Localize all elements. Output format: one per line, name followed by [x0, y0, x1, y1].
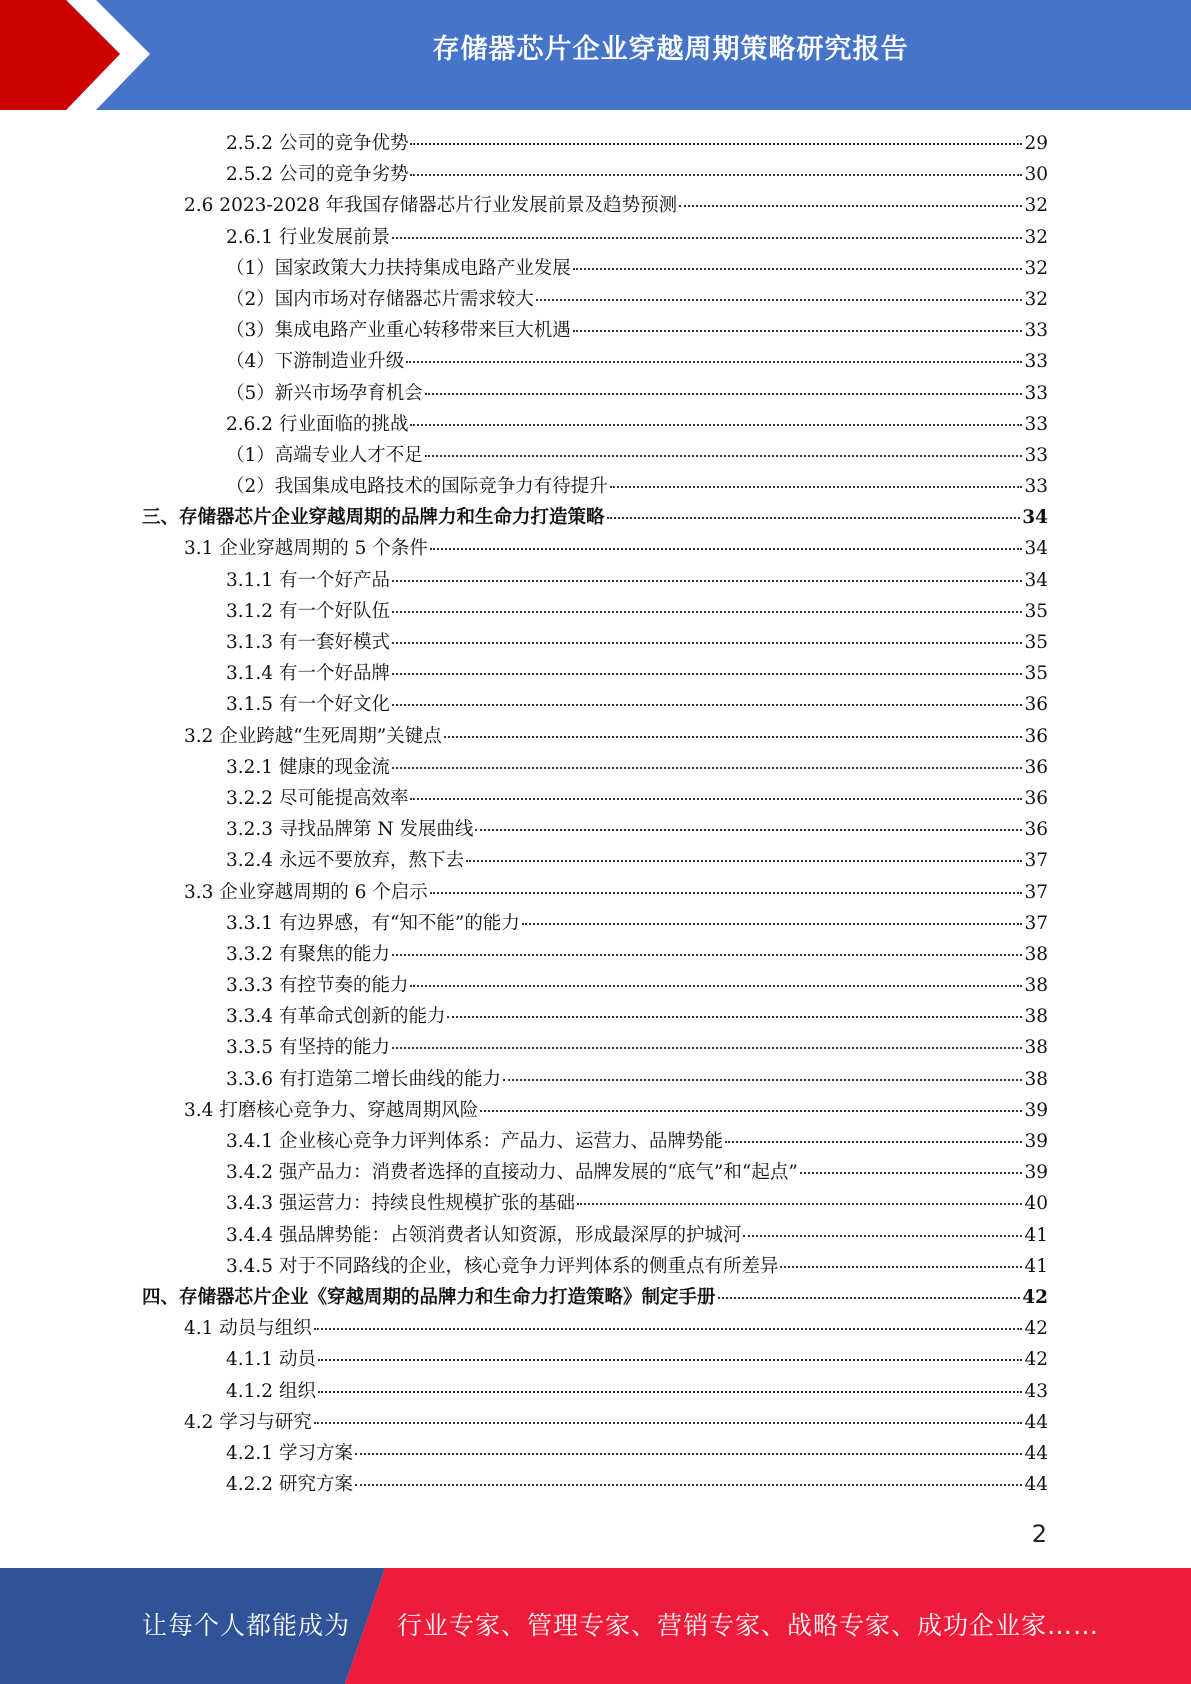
toc-entry-page: 37: [1024, 881, 1048, 903]
page-footer: [0, 1568, 1191, 1684]
toc-entry-page: 41: [1024, 1224, 1048, 1246]
toc-entry-page: 42: [1022, 1286, 1048, 1308]
toc-dot-leader: [607, 516, 1021, 519]
toc-entry[interactable]: [142, 1407, 1048, 1438]
toc-entry[interactable]: [142, 627, 1048, 658]
toc-dot-leader: [725, 1140, 1022, 1143]
toc-entry-page: 44: [1024, 1474, 1048, 1496]
toc-entry-page: 39: [1024, 1131, 1048, 1152]
toc-entry[interactable]: [142, 877, 1048, 908]
toc-entry[interactable]: [142, 752, 1048, 783]
toc-dot-leader: [318, 1390, 1023, 1393]
toc-entry[interactable]: [142, 1313, 1048, 1344]
toc-entry[interactable]: [142, 190, 1048, 221]
toc-entry-label: 3.3.4 有革命式创新的能力: [226, 1006, 446, 1028]
toc-entry-label: 3.4.4 强品牌势能：占领消费者认知资源，形成最深厚的护城河: [226, 1224, 742, 1246]
toc-entry[interactable]: [142, 1344, 1048, 1375]
toc-dot-leader: [425, 392, 1023, 395]
toc-entry[interactable]: [142, 565, 1048, 596]
toc-entry-page: 33: [1024, 382, 1048, 404]
toc-entry[interactable]: [142, 970, 1048, 1001]
toc-entry-label: 2.5.2 公司的竞争劣势: [226, 164, 409, 186]
toc-dot-leader: [392, 641, 1022, 644]
toc-entry[interactable]: [142, 128, 1048, 159]
toc-entry-page: 33: [1024, 320, 1048, 342]
toc-entry[interactable]: [142, 814, 1048, 845]
toc-entry-page: 32: [1024, 226, 1048, 248]
toc-dot-leader: [410, 984, 1022, 987]
toc-entry-page: 37: [1024, 850, 1048, 872]
toc-dot-leader: [410, 423, 1022, 426]
toc-entry-label: 4.2.1 学习方案: [226, 1442, 353, 1464]
toc-entry-label: 3.4.2 强产品力：消费者选择的直接动力、品牌发展的“底气”和“起点”: [226, 1162, 798, 1184]
toc-dot-leader: [800, 1171, 1023, 1174]
toc-entry-label: （4）下游制造业升级: [226, 351, 405, 373]
toc-entry[interactable]: [142, 1064, 1048, 1095]
toc-dot-leader: [480, 1109, 1022, 1112]
toc-entry-label: 3.4.5 对于不同路线的企业，核心竞争力评判体系的侧重点有所差异: [226, 1255, 779, 1277]
toc-dot-leader: [780, 1265, 1022, 1268]
toc-dot-leader: [425, 454, 1023, 457]
toc-entry-page: 44: [1024, 1411, 1048, 1433]
toc-entry-label: 4.2.2 研究方案: [226, 1474, 353, 1496]
toc-entry[interactable]: [142, 1438, 1048, 1469]
toc-entry-label: 3.2 企业跨越“生死周期”关键点: [184, 725, 442, 747]
toc-entry-label: 2.6.1 行业发展前景: [226, 226, 390, 248]
toc-entry[interactable]: [142, 1251, 1048, 1282]
toc-entry-label: 4.1 动员与组织: [184, 1318, 312, 1340]
toc-entry[interactable]: [142, 721, 1048, 752]
page-number: 2: [1031, 1520, 1047, 1548]
toc-entry[interactable]: [142, 1126, 1048, 1157]
toc-entry-label: 3.2.1 健康的现金流: [226, 756, 390, 778]
toc-entry-page: 38: [1024, 1006, 1048, 1028]
toc-entry[interactable]: [142, 1157, 1048, 1188]
toc-dot-leader: [392, 610, 1022, 613]
footer-slogan-left: 让每个人都能成为: [142, 1611, 351, 1640]
toc-entry[interactable]: [142, 253, 1048, 284]
toc-entry[interactable]: [142, 1220, 1048, 1251]
toc-entry-label: 3.4 打磨核心竞争力、穿越周期风险: [184, 1099, 479, 1121]
toc-entry-page: 42: [1024, 1349, 1048, 1371]
toc-entry-label: 3.1.5 有一个好文化: [226, 694, 390, 716]
toc-dot-leader: [392, 236, 1022, 239]
toc-entry-page: 38: [1024, 1037, 1048, 1059]
toc-dot-leader: [522, 922, 1023, 925]
toc-entry-label: （2）国内市场对存储器芯片需求较大: [226, 288, 534, 310]
toc-entry-label: 三、存储器芯片企业穿越周期的品牌力和生命力打造策略: [142, 507, 605, 529]
toc-entry-label: 3.1.4 有一个好品牌: [226, 663, 390, 685]
toc-entry-page: 35: [1024, 632, 1048, 653]
toc-dot-leader: [430, 547, 1023, 550]
toc-entry-label: 2.6 2023-2028 年我国存储器芯片行业发展前景及趋势预测: [184, 195, 678, 217]
toc-entry-label: 2.6.2 行业面临的挑战: [226, 413, 409, 435]
toc-dot-leader: [536, 298, 1023, 301]
toc-entry-label: 3.2.3 寻找品牌第 N 发展曲线: [226, 819, 474, 841]
toc-entry-page: 34: [1024, 538, 1048, 560]
toc-entry-label: 3.1 企业穿越周期的 5 个条件: [184, 538, 428, 560]
toc-entry-label: 四、存储器芯片企业《穿越周期的品牌力和生命力打造策略》制定手册: [142, 1286, 716, 1308]
toc-entry[interactable]: [142, 689, 1048, 720]
toc-entry-label: 3.1.1 有一个好产品: [226, 569, 390, 591]
toc-entry[interactable]: [142, 409, 1048, 440]
toc-entry[interactable]: [142, 502, 1048, 533]
toc-entry-page: 43: [1024, 1380, 1048, 1402]
toc-entry-page: 41: [1024, 1255, 1048, 1277]
toc-entry-label: 3.4.3 强运营力：持续良性规模扩张的基础: [226, 1193, 575, 1215]
toc-dot-leader: [392, 766, 1022, 769]
toc-dot-leader: [314, 1327, 1023, 1330]
toc-dot-leader: [392, 953, 1022, 956]
table-of-contents: [142, 128, 1048, 1500]
toc-dot-leader: [314, 1421, 1023, 1424]
toc-entry-label: 4.1.2 组织: [226, 1380, 316, 1402]
toc-entry[interactable]: [142, 378, 1048, 409]
toc-entry-label: （1）高端专业人才不足: [226, 444, 423, 466]
toc-entry[interactable]: [142, 658, 1048, 689]
toc-dot-leader: [466, 859, 1022, 862]
toc-dot-leader: [718, 1296, 1021, 1299]
toc-entry-label: 4.2 学习与研究: [184, 1411, 312, 1433]
toc-entry-label: 3.3.6 有打造第二增长曲线的能力: [226, 1068, 501, 1090]
toc-entry[interactable]: [142, 1376, 1048, 1407]
toc-entry[interactable]: [142, 783, 1048, 814]
toc-dot-leader: [410, 173, 1022, 176]
toc-dot-leader: [406, 360, 1022, 363]
toc-entry-label: （3）集成电路产业重心转移带来巨大机遇: [226, 320, 571, 342]
toc-entry-page: 38: [1024, 975, 1048, 997]
footer-slogan-right: 行业专家、管理专家、营销专家、战略专家、成功企业家……: [397, 1611, 1100, 1640]
toc-entry[interactable]: [142, 222, 1048, 253]
toc-entry-label: 3.1.3 有一套好模式: [226, 632, 390, 653]
toc-dot-leader: [392, 672, 1022, 675]
toc-dot-leader: [392, 1046, 1022, 1049]
toc-entry-label: 3.3.3 有控节奏的能力: [226, 975, 409, 997]
toc-entry-label: （5）新兴市场孕育机会: [226, 382, 423, 404]
toc-entry-page: 36: [1024, 725, 1048, 747]
toc-entry-label: 3.3.2 有聚焦的能力: [226, 943, 390, 965]
toc-entry-page: 32: [1024, 195, 1048, 217]
toc-entry[interactable]: [142, 315, 1048, 346]
toc-entry-label: 3.3.5 有坚持的能力: [226, 1037, 390, 1059]
toc-entry-label: 3.2.4 永远不要放弃，熬下去: [226, 850, 464, 872]
toc-entry-page: 29: [1024, 133, 1048, 154]
page-header: [0, 0, 1191, 110]
toc-entry-page: 32: [1024, 257, 1048, 279]
toc-dot-leader: [392, 579, 1022, 582]
toc-entry[interactable]: [142, 533, 1048, 564]
toc-entry-label: 4.1.1 动员: [226, 1349, 316, 1371]
toc-entry-page: 40: [1024, 1193, 1048, 1215]
toc-entry-page: 33: [1024, 351, 1048, 373]
toc-entry[interactable]: [142, 1282, 1048, 1313]
toc-entry[interactable]: [142, 1032, 1048, 1063]
toc-entry-page: 33: [1024, 444, 1048, 466]
toc-dot-leader: [392, 703, 1022, 706]
toc-dot-leader: [444, 735, 1023, 738]
toc-entry-page: 36: [1024, 694, 1048, 716]
toc-entry-label: 3.2.2 尽可能提高效率: [226, 787, 409, 809]
toc-dot-leader: [743, 1234, 1022, 1237]
toc-entry-label: （2）我国集成电路技术的国际竞争力有待提升: [226, 476, 608, 498]
toc-entry-page: 38: [1024, 1068, 1048, 1090]
toc-entry-page: 30: [1024, 164, 1048, 186]
toc-entry[interactable]: [142, 440, 1048, 471]
toc-entry[interactable]: [142, 346, 1048, 377]
toc-entry[interactable]: [142, 159, 1048, 190]
toc-entry-label: 3.1.2 有一个好队伍: [226, 600, 390, 622]
toc-entry-label: （1）国家政策大力扶持集成电路产业发展: [226, 257, 571, 279]
toc-entry-page: 38: [1024, 943, 1048, 965]
toc-entry[interactable]: [142, 1188, 1048, 1219]
toc-entry-page: 35: [1024, 600, 1048, 622]
toc-entry-page: 33: [1024, 413, 1048, 435]
toc-entry-page: 36: [1024, 756, 1048, 778]
toc-entry[interactable]: [142, 845, 1048, 876]
toc-dot-leader: [447, 1015, 1022, 1018]
toc-entry-page: 34: [1024, 569, 1048, 591]
toc-entry[interactable]: [142, 1001, 1048, 1032]
toc-dot-leader: [573, 329, 1023, 332]
toc-entry-page: 32: [1024, 288, 1048, 310]
toc-entry-page: 33: [1024, 476, 1048, 498]
toc-dot-leader: [679, 204, 1022, 207]
toc-entry-page: 39: [1024, 1099, 1048, 1121]
toc-entry-page: 34: [1022, 507, 1048, 529]
toc-dot-leader: [410, 142, 1022, 145]
toc-entry-page: 36: [1024, 819, 1048, 841]
toc-entry[interactable]: [142, 596, 1048, 627]
toc-dot-leader: [610, 485, 1023, 488]
toc-entry-label: 3.3.1 有边界感，有“知不能”的能力: [226, 912, 520, 934]
toc-entry[interactable]: [142, 1095, 1048, 1126]
toc-dot-leader: [410, 797, 1022, 800]
toc-entry-label: 3.4.1 企业核心竞争力评判体系：产品力、运营力、品牌势能: [226, 1131, 723, 1152]
toc-entry[interactable]: [142, 939, 1048, 970]
toc-dot-leader: [355, 1452, 1023, 1455]
toc-dot-leader: [573, 267, 1023, 270]
toc-entry-page: 37: [1024, 912, 1048, 934]
toc-entry-page: 39: [1024, 1162, 1048, 1184]
toc-entry-label: 3.3 企业穿越周期的 6 个启示: [184, 881, 428, 903]
toc-entry-page: 44: [1024, 1442, 1048, 1464]
toc-entry[interactable]: [142, 284, 1048, 315]
toc-entry[interactable]: [142, 908, 1048, 939]
toc-dot-leader: [503, 1078, 1022, 1081]
toc-entry-page: 35: [1024, 663, 1048, 685]
toc-entry-label: 2.5.2 公司的竞争优势: [226, 133, 409, 154]
toc-dot-leader: [430, 891, 1023, 894]
toc-entry-page: 42: [1024, 1318, 1048, 1340]
toc-entry[interactable]: [142, 471, 1048, 502]
toc-entry-page: 36: [1024, 787, 1048, 809]
header-title: 存储器芯片企业穿越周期策略研究报告: [432, 34, 909, 65]
toc-dot-leader: [577, 1202, 1022, 1205]
toc-dot-leader: [355, 1483, 1023, 1486]
toc-dot-leader: [318, 1358, 1023, 1361]
toc-dot-leader: [475, 828, 1022, 831]
toc-entry[interactable]: [142, 1469, 1048, 1500]
